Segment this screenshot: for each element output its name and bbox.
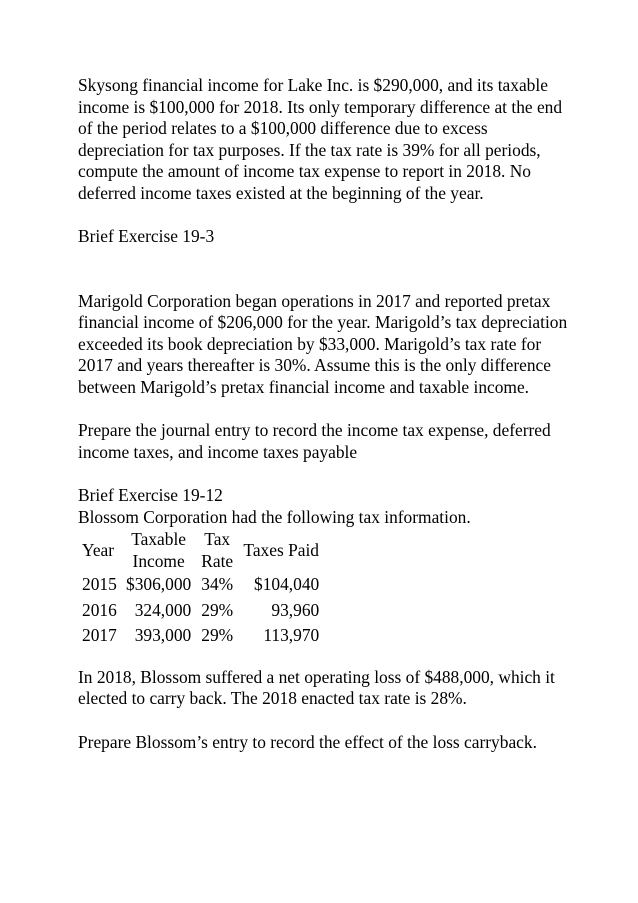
header-tax-rate: Tax Rate: [201, 529, 234, 571]
cell-taxes-paid: 93,960: [271, 599, 320, 620]
cell-tax-rate: 29%: [201, 599, 234, 620]
cell-taxes-paid: $104,040: [254, 574, 320, 594]
cell-taxes-paid: 113,970: [263, 625, 320, 645]
cell-tax-rate: 34%: [201, 574, 234, 594]
cell-year: 2015: [82, 574, 117, 594]
exercise-1-text: Skysong financial income for Lake Inc. is $290,000, and its taxable income is $100,000 for 2018. Its only temporary difference at the end of the period relates to a $100,000 difference due to excess depreciation for tax purposes. If the tax rate is 39% for all periods, compute the amount of income tax expense to report in 2018. No deferred income taxes existed at the beginning of the year.: [78, 75, 563, 203]
header-taxable-income: Taxable Income: [131, 529, 186, 571]
table-row: [78, 598, 323, 624]
exercise-2-instruction: Prepare the journal entry to record the income tax expense, deferred income taxes, and income taxes payable: [78, 420, 551, 462]
header-year: Year: [82, 539, 115, 560]
cell-year: 2017: [82, 625, 117, 645]
exercise-3-instruction: Prepare Blossom’s entry to record the effect of the loss carryback.: [78, 731, 537, 752]
exercise-2-heading: Brief Exercise 19-3: [78, 226, 215, 246]
cell-taxable-income: 393,000: [134, 625, 192, 645]
cell-tax-rate: 29%: [201, 625, 234, 645]
table-row: [78, 572, 323, 598]
header-taxes-paid: Taxes Paid: [243, 539, 319, 560]
tax-information-table: [78, 529, 323, 649]
exercise-3-heading: Brief Exercise 19-12: [78, 485, 223, 505]
table-row: [78, 623, 323, 649]
cell-taxable-income: 324,000: [134, 599, 192, 620]
exercise-3-intro: Blossom Corporation had the following tax information.: [78, 506, 471, 527]
cell-year: 2016: [82, 599, 117, 620]
exercise-2-text: Marigold Corporation began operations in 2017 and reported pretax financial income of $206,000 for the year. Marigold’s tax depreciation exceeded its book depreciation by $33,000. Marigold’s tax rate for 2017 and years thereafter is 30%. Assume this is the only difference between Marigold’s pretax financial income and taxable income.: [78, 290, 568, 397]
table-header-row: [78, 529, 323, 572]
exercise-3-text: In 2018, Blossom suffered a net operating loss of $488,000, which it elected to carry back. The 2018 enacted tax rate is 28%.: [78, 666, 555, 708]
cell-taxable-income: $306,000: [126, 574, 192, 594]
document-page: [78, 75, 568, 753]
